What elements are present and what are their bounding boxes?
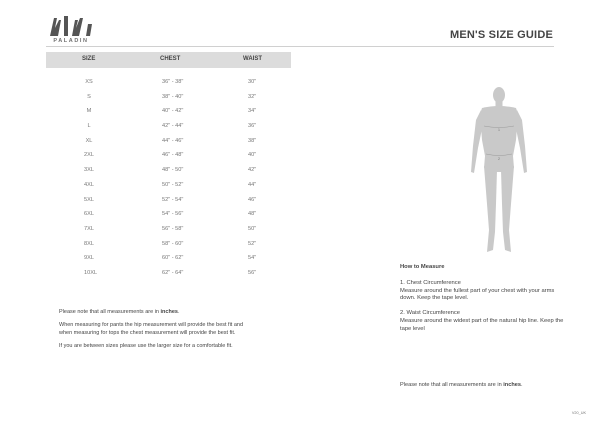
- cell-size: 9XL: [84, 255, 94, 262]
- paladin-emblem-icon: [46, 14, 96, 38]
- cell-size: XS: [85, 79, 93, 85]
- table-row: [46, 266, 291, 281]
- cell-waist: 34": [248, 108, 257, 115]
- cell-chest: 48" - 50": [162, 167, 184, 174]
- table-row: [46, 237, 291, 252]
- cell-size: 8XL: [84, 240, 94, 247]
- cell-waist: 52": [248, 240, 257, 247]
- cell-size: 7XL: [84, 225, 94, 232]
- between-sizes-note: If you are between sizes please use the larger size for a comfortable fit.: [59, 343, 233, 350]
- cell-chest: 40" - 42": [162, 108, 184, 115]
- cell-chest: 54" - 56": [162, 211, 184, 218]
- table-row: [46, 75, 291, 90]
- waist-text: Measure around the widest part of the natural hip line. Keep the tape level: [400, 318, 564, 332]
- table-row: [46, 119, 291, 134]
- cell-waist: 38": [248, 137, 257, 144]
- waist-marker-label: 2: [498, 157, 500, 161]
- units-note-word: inches: [160, 309, 178, 315]
- table-row: [46, 163, 291, 178]
- cell-waist: 48": [248, 211, 257, 218]
- table-row: [46, 90, 291, 105]
- cell-chest: 46" - 48": [162, 152, 184, 159]
- table-row: [46, 178, 291, 193]
- header-waist: WAIST: [243, 56, 262, 62]
- brand-name: PALADIN: [53, 38, 89, 44]
- cell-waist: 50": [248, 225, 257, 232]
- cell-size: 2XL: [84, 152, 94, 159]
- cell-chest: 36" - 38": [162, 79, 184, 85]
- document-code: V20_UK: [571, 411, 586, 415]
- table-row: [46, 222, 291, 237]
- cell-size: S: [87, 93, 91, 100]
- cell-chest: 56" - 58": [162, 225, 184, 232]
- table-row: [46, 104, 291, 119]
- fit-note-line-2: when measuring for tops the chest measurement will provide the best fit.: [59, 329, 236, 336]
- chest-instructions: [400, 280, 565, 303]
- cell-size: 5XL: [84, 196, 94, 203]
- fit-note-line-1: When measuring for pants the hip measurement will provide the best fit and: [59, 322, 244, 329]
- body-figure-icon: [468, 84, 530, 256]
- cell-chest: 42" - 44": [162, 123, 184, 130]
- cell-chest: 60" - 62": [162, 255, 184, 262]
- bottom-note-word: inches: [503, 382, 521, 388]
- waist-instructions: [400, 310, 565, 333]
- units-note-prefix: Please note that all measurements are in: [59, 309, 161, 315]
- cell-waist: 36": [248, 123, 257, 130]
- cell-waist: 54": [248, 255, 257, 262]
- cell-waist: 42": [248, 167, 257, 174]
- chest-marker-label: 1: [498, 128, 500, 132]
- cell-chest: 58" - 60": [162, 240, 184, 247]
- paladin-logo: [46, 14, 96, 48]
- chest-title: 1. Chest Circumference: [400, 279, 461, 286]
- table-row: [46, 251, 291, 266]
- cell-size: 3XL: [84, 167, 94, 174]
- cell-size: 4XL: [84, 181, 94, 188]
- size-table-body: [46, 75, 291, 281]
- fit-note: [59, 322, 299, 337]
- waist-title: 2. Waist Circumference: [400, 310, 461, 317]
- cell-waist: 56": [248, 269, 257, 276]
- units-note-suffix: .: [177, 309, 180, 315]
- cell-chest: 62" - 64": [162, 269, 184, 276]
- cell-chest: 50" - 52": [162, 181, 184, 188]
- header-size: SIZE: [82, 56, 96, 62]
- cell-waist: 44": [248, 181, 257, 188]
- cell-size: 10XL: [84, 269, 98, 276]
- cell-chest: 38" - 40": [162, 93, 184, 100]
- chest-text: Measure around the fullest part of your chest with your arms down. Keep the tape level.: [400, 287, 555, 302]
- table-row: [46, 148, 291, 163]
- cell-waist: 46": [248, 196, 257, 203]
- cell-waist: 40": [248, 152, 257, 159]
- cell-size: 6XL: [84, 211, 94, 218]
- how-to-heading: How to Measure: [400, 264, 445, 270]
- how-to-measure: [400, 264, 565, 341]
- header-divider: [46, 46, 554, 47]
- units-note: [59, 309, 299, 316]
- cell-waist: 32": [248, 93, 257, 100]
- bottom-note-suffix: .: [520, 382, 523, 388]
- bottom-units-note: [400, 382, 523, 388]
- page-title: MEN'S SIZE GUIDE: [450, 29, 553, 41]
- table-row: [46, 193, 291, 208]
- table-row: [46, 134, 291, 149]
- cell-size: M: [86, 108, 92, 115]
- table-row: [46, 207, 291, 222]
- measurement-notes: [59, 309, 299, 357]
- cell-chest: 44" - 46": [162, 137, 184, 144]
- header-chest: CHEST: [160, 56, 181, 62]
- size-table-header: [46, 52, 291, 68]
- cell-waist: 30": [248, 79, 257, 85]
- cell-size: XL: [85, 137, 93, 144]
- cell-chest: 52" - 54": [162, 196, 184, 203]
- cell-size: L: [87, 123, 91, 130]
- bottom-note-prefix: Please note that all measurements are in: [400, 382, 504, 388]
